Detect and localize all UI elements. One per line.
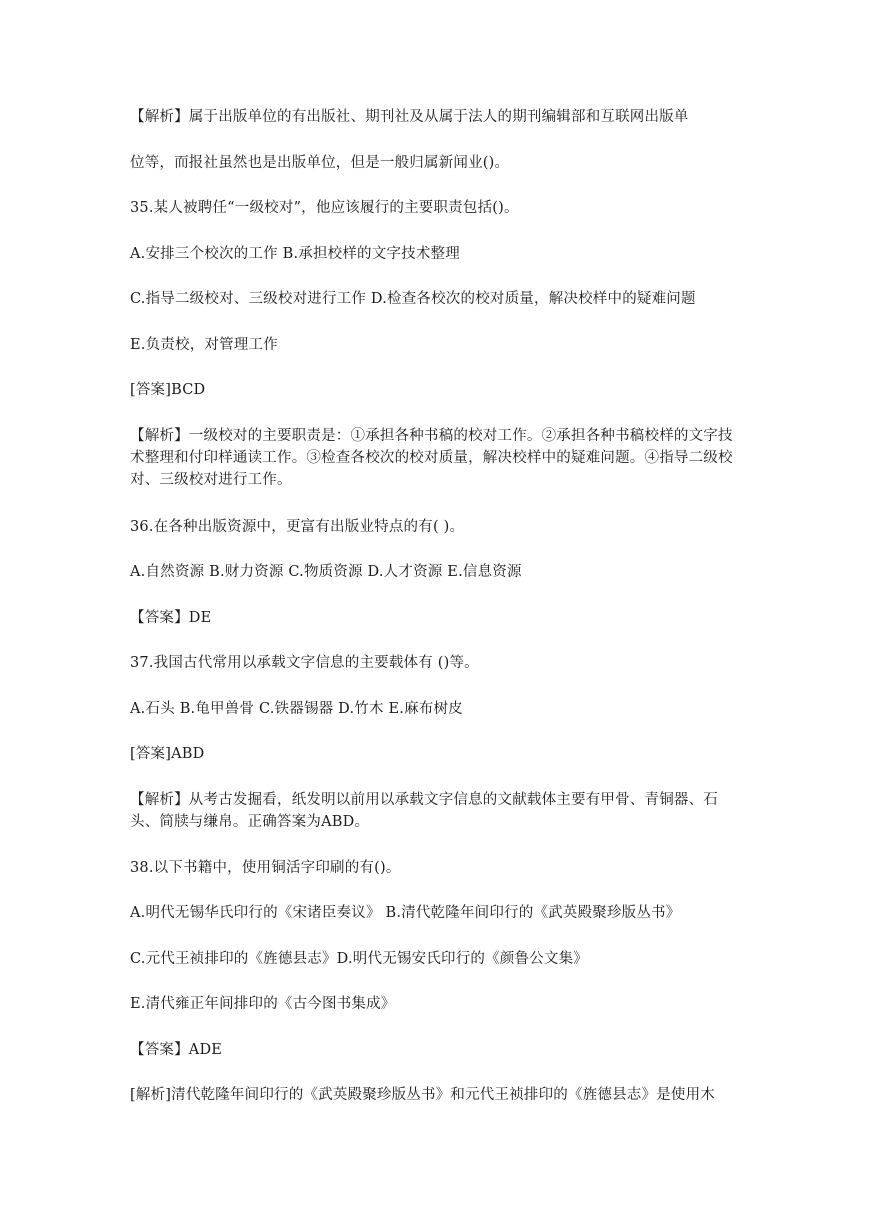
question-38-options-ab: A.明代无锡华氏印行的《宋诸臣奏议》 B.清代乾隆年间印行的《武英殿聚珍版丛书》 <box>130 905 681 921</box>
question-38-option-e: E.清代雍正年间排印的《古今图书集成》 <box>130 996 396 1012</box>
question-36: 36.在各种出版资源中，更富有出版业特点的有( )。 <box>130 519 465 535</box>
question-35-analysis: 【解析】一级校对的主要职责是：①承担各种书稿的校对工作。②承担各种书稿校样的文字技术整理和付印样通读工作。③检查各校次的校对质量，解决校样中的疑难问题。④指导二级校对、三级校对进行工作。 <box>130 428 733 488</box>
question-38-options-cd: C.元代王祯排印的《旌德县志》D.明代无锡安氏印行的《颜鲁公文集》 <box>130 951 589 967</box>
question-35-options-ab: A.安排三个校次的工作 B.承担校样的文字技术整理 <box>130 246 460 262</box>
question-35-options-cd: C.指导二级校对、三级校对进行工作 D.检查各校次的校对质量，解决校样中的疑难问题 <box>130 291 696 307</box>
question-38-analysis: [解析]清代乾隆年间印行的《武英殿聚珍版丛书》和元代王祯排印的《旌德县志》是使用木 <box>130 1087 716 1103</box>
question-37: 37.我国古代常用以承载文字信息的主要载体有 ()等。 <box>130 655 479 671</box>
question-37-analysis: 【解析】从考古发掘看，纸发明以前用以承载文字信息的文献载体主要有甲骨、青铜器、石头、简牍与缣帛。正确答案为ABD。 <box>130 792 718 830</box>
question-36-answer: 【答案】DE <box>130 610 212 626</box>
question-37-options: A.石头 B.龟甲兽骨 C.铁器锡器 D.竹木 E.麻布树皮 <box>130 701 463 717</box>
question-35-option-e: E.负责校，对管理工作 <box>130 337 278 353</box>
analysis-text-publishing-units: 【解析】属于出版单位的有出版社、期刊社及从属于法人的期刊编辑部和互联网出版单 <box>130 109 689 125</box>
question-36-options: A.自然资源 B.财力资源 C.物质资源 D.人才资源 E.信息资源 <box>130 564 522 580</box>
question-37-answer: [答案]ABD <box>130 746 205 762</box>
question-35-answer: [答案]BCD <box>130 382 206 398</box>
analysis-text-continuation: 位等，而报社虽然也是出版单位，但是一般归属新闻业()。 <box>130 155 510 171</box>
question-38: 38.以下书籍中，使用铜活字印刷的有()。 <box>130 860 401 876</box>
question-35: 35.某人被聘任“一级校对”，他应该履行的主要职责包括()。 <box>130 200 519 216</box>
question-38-answer: 【答案】ADE <box>130 1042 223 1058</box>
